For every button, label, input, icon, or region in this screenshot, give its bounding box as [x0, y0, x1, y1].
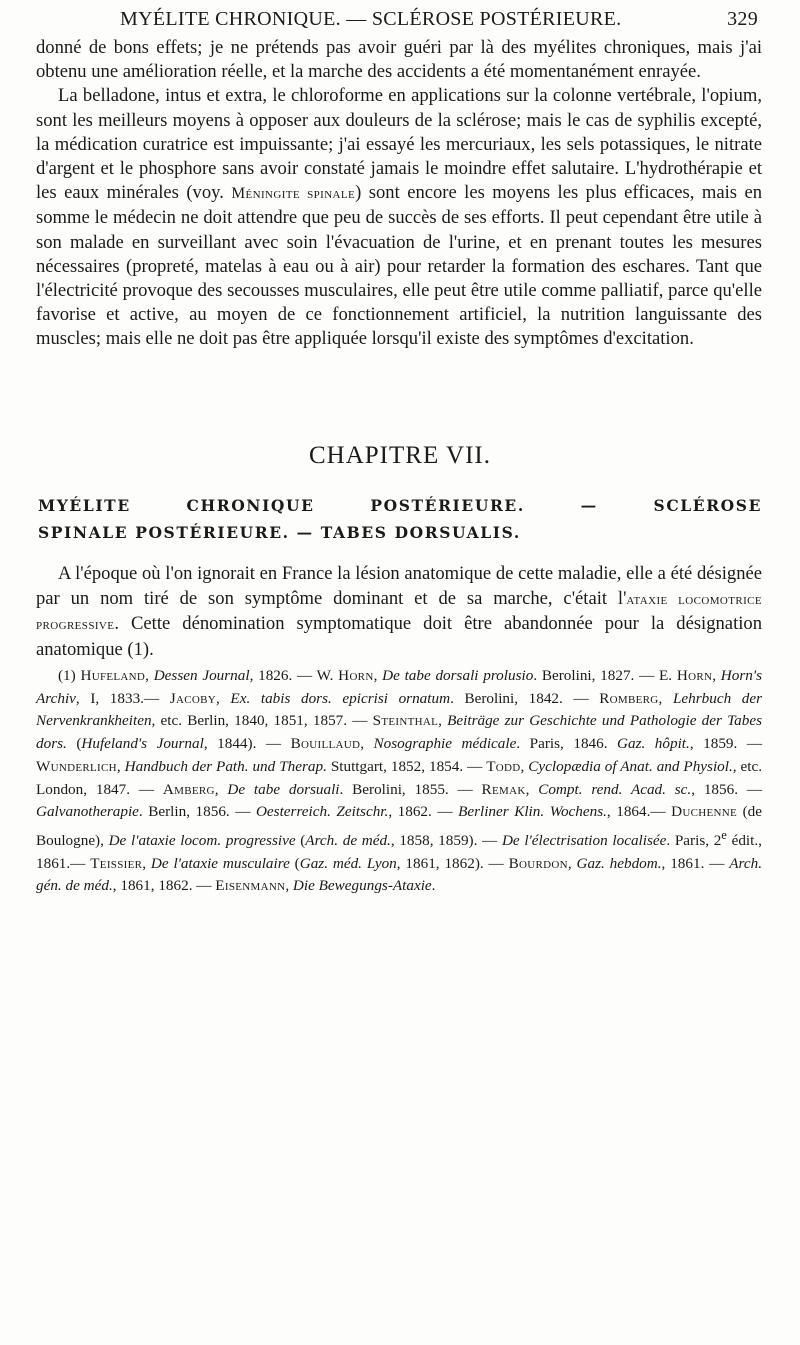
footnote-author: Hufeland	[80, 667, 146, 684]
footnote-text: ,	[658, 689, 673, 707]
footnote-text: ,	[520, 757, 529, 775]
footnote-work: De tabe dorsuali	[227, 780, 340, 798]
footnote-text: ,	[216, 689, 231, 707]
footnote-text: .	[431, 877, 436, 895]
footnote-work: Gaz. hebdom.	[576, 854, 662, 872]
disease-term: ataxie locomotrice progressive	[36, 590, 762, 633]
footnote-author: Remak	[481, 780, 526, 798]
footnote-paragraph	[36, 665, 762, 898]
footnote-text: ,	[145, 667, 154, 684]
footnote-work: Lehrbuch der Nervenkrankheiten	[36, 689, 763, 730]
chapter-subtitle-line: SPINALE POSTÉRIEURE. — TABES DORSUALIS.	[38, 523, 521, 542]
footnote-author: Wunderlich	[36, 757, 117, 775]
chapter-intro	[36, 562, 762, 662]
footnote-text: . Berolini, 1855. —	[339, 780, 482, 798]
footnote-author: Jacoby	[169, 689, 216, 707]
footnote-work: Arch. de méd.	[305, 831, 391, 849]
footnote-text: ,	[373, 667, 383, 684]
chapter-title: CHAPITRE VII.	[309, 442, 491, 469]
footnote-text: ,	[116, 757, 125, 775]
cross-reference: Méningite spinale	[231, 185, 356, 203]
footnote-work: Hufeland's Journal	[81, 735, 204, 753]
paragraph-treatment	[36, 84, 762, 351]
footnote-text: ,	[142, 854, 151, 872]
footnote-work: Cyclopædia of Anat. and Physiol.	[528, 757, 733, 775]
footnote-text: ,	[285, 877, 293, 895]
footnote-text: ,	[525, 780, 539, 798]
footnote-work: Horn's Archiv	[36, 667, 763, 707]
intro-text: . Cette dénomination symptomatique doit être abandonnée pour la désignation anatomique (1).	[36, 613, 762, 660]
footnote-text: . Berlin, 1856. —	[138, 803, 256, 821]
footnote-text: ,	[360, 735, 374, 753]
page-number: 329	[727, 8, 758, 30]
footnote-author: Eisenmann	[215, 877, 286, 895]
footnote-text: ,	[567, 854, 577, 872]
footnote-work: Dessen Journal	[153, 667, 250, 684]
footnote-text: ,	[214, 780, 228, 798]
footnote-text: (de Boulogne),	[36, 803, 762, 849]
intro-text: A l'époque où l'on ignorait en France la lésion anatomique de cette maladie, elle a été désignée par un nom tiré de son symptôme dominant et de sa marche, c'était l'	[36, 563, 762, 609]
footnote-text: édit., 1861.—	[36, 831, 762, 872]
footnote-text: . Berolini, 1842. —	[450, 689, 600, 707]
footnote-work: Berliner Klin. Wochens.	[458, 803, 607, 821]
footnote-work: Ex. tabis dors. epicrisi ornatum	[230, 689, 451, 707]
footnote-marker: (1)	[58, 667, 76, 684]
footnote-work: Handbuch der Path. und Therap.	[124, 757, 327, 775]
footnote-text: , etc. London, 1847. —	[36, 757, 763, 798]
footnote-text: , 1859. —	[689, 735, 763, 753]
footnote	[36, 665, 762, 898]
footnote-text: , 1856. —	[691, 780, 763, 798]
footnote-superscript: e	[721, 827, 727, 842]
footnote-text: . Paris, 1846.	[516, 735, 618, 753]
footnote-work: De l'ataxie musculaire	[150, 854, 290, 872]
running-title: MYÉLITE CHRONIQUE. — SCLÉROSE POSTÉRIEURE.	[120, 8, 622, 30]
footnote-author: Bourdon	[508, 854, 568, 872]
chapter-subtitle-line: MYÉLITE CHRONIQUE POSTÉRIEURE. — SCLÉROSE	[38, 496, 762, 515]
body-text	[36, 36, 762, 352]
footnote-author: Duchenne	[671, 803, 738, 821]
footnote-text: , I, 1833.—	[75, 689, 170, 707]
footnote-work: Nosographie médicale	[373, 735, 517, 753]
footnote-text: Stuttgart, 1852, 1854. —	[326, 757, 487, 775]
footnote-work: De l'électrisation localisée	[501, 831, 667, 849]
footnote-work: Gaz. méd. Lyon	[299, 854, 397, 872]
footnote-work: Gaz. hôpit.	[617, 735, 690, 753]
footnote-work: Galvanotherapie	[36, 803, 139, 821]
paragraph-continuation: donné de bons effets; je ne prétends pas avoir guéri par là des myélites chroniques, mais j'ai obtenu une amélioration réelle, et la marche des accidents a été momentanément enrayée.	[36, 37, 762, 83]
running-head	[58, 8, 758, 32]
footnote-author: Romberg	[599, 689, 659, 707]
footnote-author: Teissier	[90, 854, 143, 872]
footnote-work: De tabe dorsali prolusio	[382, 667, 534, 684]
footnote-author: Bouillaud	[290, 735, 361, 753]
footnote-text: . Berolini, 1827. — E.	[533, 667, 677, 684]
footnote-work: Arch. gén. de méd.	[36, 854, 763, 895]
footnote-text: , 1862. —	[388, 803, 459, 821]
footnote-text: , 1826. — W.	[249, 667, 339, 684]
footnote-text: , 1861, 1862. —	[112, 877, 216, 895]
paragraph-text: ) sont encore les moyens les plus efficaces, mais en somme le médecin ne doit attendre que peu de succès de ses efforts. Il peut cependant être utile à son malade en surveillant avec soin l'évacuation de l'urine, et en prenant toutes les mesures nécessaires (propreté, matelas à eau ou à air) pour retarder la formation des eschares. Tant que l'électricité provoque des secousses musculaires, elle peut être utile comme palliatif, parce qu'elle favorise et active, au moyen de ce fonctionnement artificiel, la nutrition languissante des muscles; mais elle ne doit pas être appliquée lorsqu'il existe des symptômes d'excitation.	[36, 182, 762, 350]
footnote-text: . Paris, 2	[666, 831, 722, 849]
intro-paragraph	[36, 562, 762, 662]
footnote-work: Beiträge zur Geschichte und Pathologie der Tabes dors.	[36, 712, 762, 753]
chapter-subtitle	[38, 492, 762, 546]
footnote-text: , 1844). —	[203, 735, 291, 753]
footnote-author: Horn	[676, 667, 713, 684]
footnote-work: Die Bewegungs-Ataxie	[292, 877, 432, 895]
footnote-text: , 1861. —	[661, 854, 730, 872]
footnote-author: Todd	[486, 757, 521, 775]
footnote-text: , 1861, 1862). —	[396, 854, 509, 872]
footnote-text: , etc. Berlin, 1840, 1851, 1857. —	[151, 712, 373, 730]
footnote-text: (	[295, 831, 306, 849]
footnote-text: , 1864.—	[606, 803, 672, 821]
footnote-text: (	[289, 854, 300, 872]
footnote-work: Oesterreich. Zeitschr.	[255, 803, 389, 821]
paragraph-text: La belladone, intus et extra, le chloroforme en applications sur la colonne vertébrale, l'opium, sont les meilleurs moyens à opposer aux douleurs de la sclérose; mais le cas de syphilis excepté, la médication curatrice est impuissante; j'ai essayé les mercuriaux, les sels potassiques, le nitrate d'argent et le phosphore sans avoir constaté jamais le moindre effet salutaire. L'hydrothérapie et les eaux minérales (voy.	[36, 85, 762, 204]
footnote-text: ,	[438, 712, 448, 730]
footnote-text: , 1858, 1859). —	[390, 831, 502, 849]
footnote-author: Amberg	[162, 780, 215, 798]
footnote-author: Steinthal	[372, 712, 439, 730]
footnote-author: Horn	[338, 667, 374, 684]
footnote-text: ,	[712, 667, 721, 684]
footnote-work: De l'ataxie locom. progressive	[108, 831, 296, 849]
footnote-work: Compt. rend. Acad. sc.	[538, 780, 692, 798]
footnote-text: (	[66, 735, 82, 753]
